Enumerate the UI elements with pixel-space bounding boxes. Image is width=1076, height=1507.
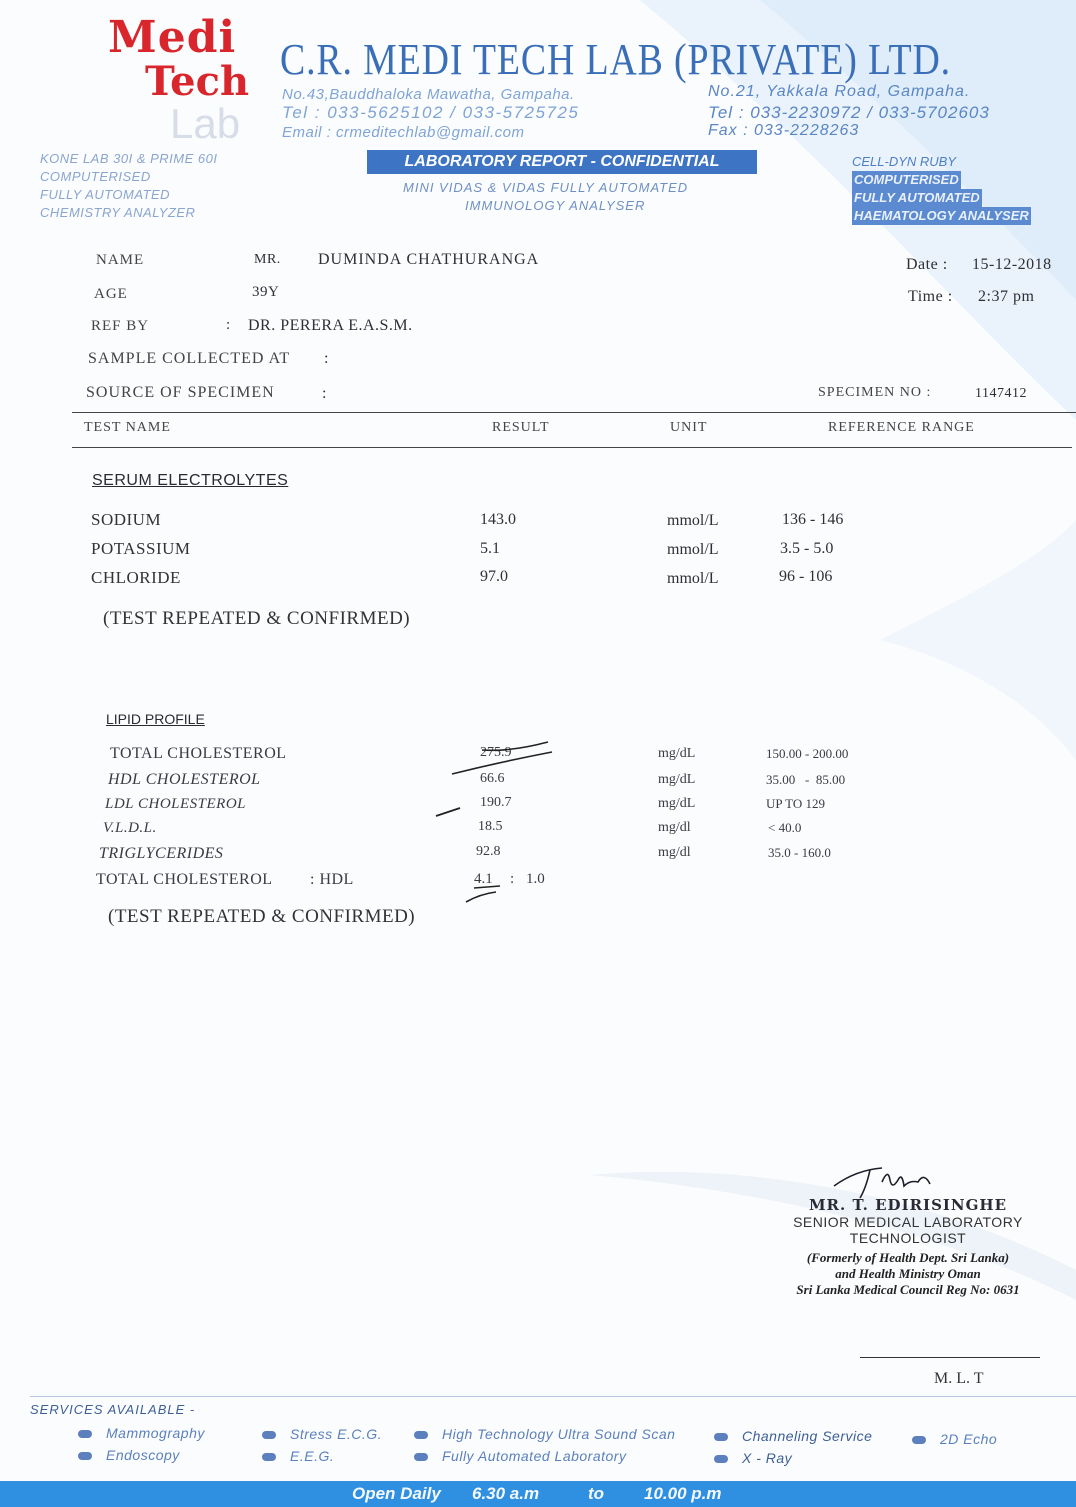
signatory-title2: TECHNOLOGIST	[849, 1230, 967, 1246]
col-test-name: TEST NAME	[84, 420, 171, 435]
signature-block	[748, 1196, 1068, 1298]
ref-colon: :	[226, 317, 231, 333]
test-vldl: V.L.D.L.	[103, 820, 157, 836]
bullet-icon	[78, 1452, 92, 1460]
bullet-icon	[912, 1436, 926, 1444]
bullet-icon	[262, 1431, 276, 1439]
sample-label: SAMPLE COLLECTED AT	[88, 350, 291, 367]
analyzer-left: KONE LAB 30I & PRIME 60I COMPUTERISED FULLY AUTOMATED CHEMISTRY ANALYZER	[40, 151, 218, 220]
section-serum-electrolytes: SERUM ELECTROLYTES	[92, 472, 289, 489]
range-ldl-cholesterol: UP TO 129	[766, 796, 825, 811]
test-ldl-cholesterol: LDL CHOLESTEROL	[105, 796, 247, 812]
range-hdl-cholesterol: 35.00 - 85.00	[766, 772, 846, 787]
test-ratio-label: TOTAL CHOLESTEROL	[96, 871, 273, 888]
footer-to: to	[588, 1484, 605, 1503]
unit-sodium: mmol/L	[667, 512, 719, 529]
service-mammography: Mammography	[78, 1425, 205, 1441]
ratio-hdl-label: : HDL	[310, 871, 354, 888]
report-time: 2:37 pm	[978, 288, 1035, 305]
address-right-fax: Fax : 033-2228263	[708, 122, 860, 139]
unit-triglycerides: mg/dl	[658, 845, 691, 860]
col-reference-range: REFERENCE RANGE	[828, 420, 975, 435]
ref-doctor: DR. PERERA E.A.S.M.	[248, 317, 413, 334]
signatory-name: MR. T. EDIRISINGHE	[808, 1196, 1008, 1214]
address-left-phone: Tel : 033-5625102 / 033-5725725	[282, 103, 580, 122]
specimen-label: SPECIMEN NO :	[818, 385, 932, 400]
result-potassium: 5.1	[480, 540, 500, 557]
range-total-cholesterol: 150.00 - 200.00	[766, 746, 849, 761]
mlt-line	[860, 1357, 1040, 1358]
result-hdl-cholesterol: 66.6	[480, 771, 505, 786]
pen-marks	[430, 740, 560, 910]
range-triglycerides: 35.0 - 160.0	[768, 845, 831, 860]
ref-label: REF BY	[91, 318, 150, 334]
address-right-phone: Tel : 033-2230972 / 033-5702603	[708, 103, 990, 122]
logo-medi: Medi	[108, 12, 237, 63]
test-hdl-cholesterol: HDL CHOLESTEROL	[108, 771, 261, 788]
source-label: SOURCE OF SPECIMEN	[86, 384, 275, 401]
name-label: NAME	[96, 252, 145, 268]
result-triglycerides: 92.8	[476, 844, 501, 859]
result-total-cholesterol: 275.9	[480, 745, 512, 760]
ratio-one: 1.0	[526, 871, 545, 887]
header-rule-top	[72, 412, 1076, 413]
unit-vldl: mg/dl	[658, 820, 691, 835]
test-total-cholesterol: TOTAL CHOLESTEROL	[110, 745, 287, 762]
unit-chloride: mmol/L	[667, 570, 719, 587]
lipid-note: (TEST REPEATED & CONFIRMED)	[108, 906, 416, 927]
analyzer-mid-line1: MINI VIDAS & VIDAS FULLY AUTOMATED	[403, 180, 689, 195]
signatory-formerly1: (Formerly of Health Dept. Sri Lanka)	[806, 1250, 1010, 1265]
range-vldl: < 40.0	[768, 820, 802, 835]
patient-title: MR.	[254, 252, 281, 267]
range-potassium: 3.5 - 5.0	[780, 540, 834, 557]
sample-colon: :	[324, 350, 329, 367]
age-label: AGE	[94, 286, 128, 302]
col-result: RESULT	[492, 420, 550, 435]
unit-hdl-cholesterol: mg/dL	[658, 772, 696, 787]
electrolytes-note: (TEST REPEATED & CONFIRMED)	[103, 608, 411, 629]
bullet-icon	[78, 1430, 92, 1438]
bullet-icon	[714, 1433, 728, 1441]
source-colon: :	[322, 385, 327, 402]
unit-total-cholesterol: mg/dL	[658, 746, 696, 761]
footer-bar	[0, 1481, 1076, 1507]
test-triglycerides: TRIGLYCERIDES	[99, 845, 224, 862]
time-label: Time :	[908, 288, 953, 305]
signatory-formerly2: and Health Ministry Oman	[835, 1266, 981, 1281]
footer-until: 10.00 p.m	[644, 1484, 722, 1503]
patient-age: 39Y	[252, 284, 280, 300]
unit-ldl-cholesterol: mg/dL	[658, 796, 696, 811]
services-divider	[30, 1396, 1076, 1397]
specimen-number: 1147412	[975, 386, 1027, 401]
mlt-label: M. L. T	[934, 1370, 984, 1387]
range-chloride: 96 - 106	[779, 568, 833, 585]
range-sodium: 136 - 146	[782, 511, 844, 528]
signatory-reg: Sri Lanka Medical Council Reg No: 0631	[796, 1282, 1020, 1297]
footer-from: 6.30 a.m	[472, 1484, 540, 1503]
address-left-line1: No.43,Bauddhaloka Mawatha, Gampaha.	[282, 86, 575, 103]
address-right-line1: No.21, Yakkala Road, Gampaha.	[708, 83, 971, 100]
patient-name: DUMINDA CHATHURANGA	[318, 251, 540, 268]
result-sodium: 143.0	[480, 511, 516, 528]
service-endoscopy: Endoscopy	[78, 1447, 180, 1463]
report-banner: LABORATORY REPORT - CONFIDENTIAL	[367, 150, 757, 174]
signatory-title1: SENIOR MEDICAL LABORATORY	[793, 1214, 1023, 1230]
bullet-icon	[414, 1431, 428, 1439]
header-rule-bottom	[72, 447, 1072, 448]
analyzer-right: CELL-DYN RUBY COMPUTERISED FULLY AUTOMATED HAEMATOLOGY ANALYSER	[852, 154, 1029, 223]
bullet-icon	[414, 1453, 428, 1461]
result-ratio: 4.1	[474, 871, 493, 887]
service-ultrasound: High Technology Ultra Sound Scan	[414, 1426, 675, 1442]
services-title: SERVICES AVAILABLE -	[30, 1402, 196, 1417]
service-2d-echo: 2D Echo	[912, 1431, 997, 1447]
test-chloride: CHLORIDE	[91, 568, 181, 587]
report-date: 15-12-2018	[972, 256, 1052, 273]
address-left-email: Email : crmeditechlab@gmail.com	[282, 124, 525, 141]
service-laboratory: Fully Automated Laboratory	[414, 1448, 626, 1464]
col-unit: UNIT	[670, 420, 708, 435]
result-ldl-cholesterol: 190.7	[480, 795, 512, 810]
unit-potassium: mmol/L	[667, 541, 719, 558]
footer-open: Open Daily	[352, 1484, 441, 1503]
section-lipid-profile: LIPID PROFILE	[106, 711, 205, 727]
service-stress-ecg: Stress E.C.G.	[262, 1426, 382, 1442]
bullet-icon	[714, 1455, 728, 1463]
result-vldl: 18.5	[478, 819, 503, 834]
company-name: C.R. MEDI TECH LAB (PRIVATE) LTD.	[280, 35, 952, 84]
test-potassium: POTASSIUM	[91, 539, 191, 558]
service-xray: X - Ray	[714, 1450, 792, 1466]
analyzer-mid-line2: IMMUNOLOGY ANALYSER	[465, 198, 646, 213]
service-eeg: E.E.G.	[262, 1448, 334, 1464]
result-chloride: 97.0	[480, 568, 508, 585]
logo-lab: Lab	[170, 100, 241, 147]
bullet-icon	[262, 1453, 276, 1461]
test-sodium: SODIUM	[91, 510, 162, 529]
ratio-colon: :	[510, 871, 515, 887]
date-label: Date :	[906, 256, 948, 273]
logo-tech: Tech	[145, 58, 250, 105]
service-channeling: Channeling Service	[714, 1428, 872, 1444]
